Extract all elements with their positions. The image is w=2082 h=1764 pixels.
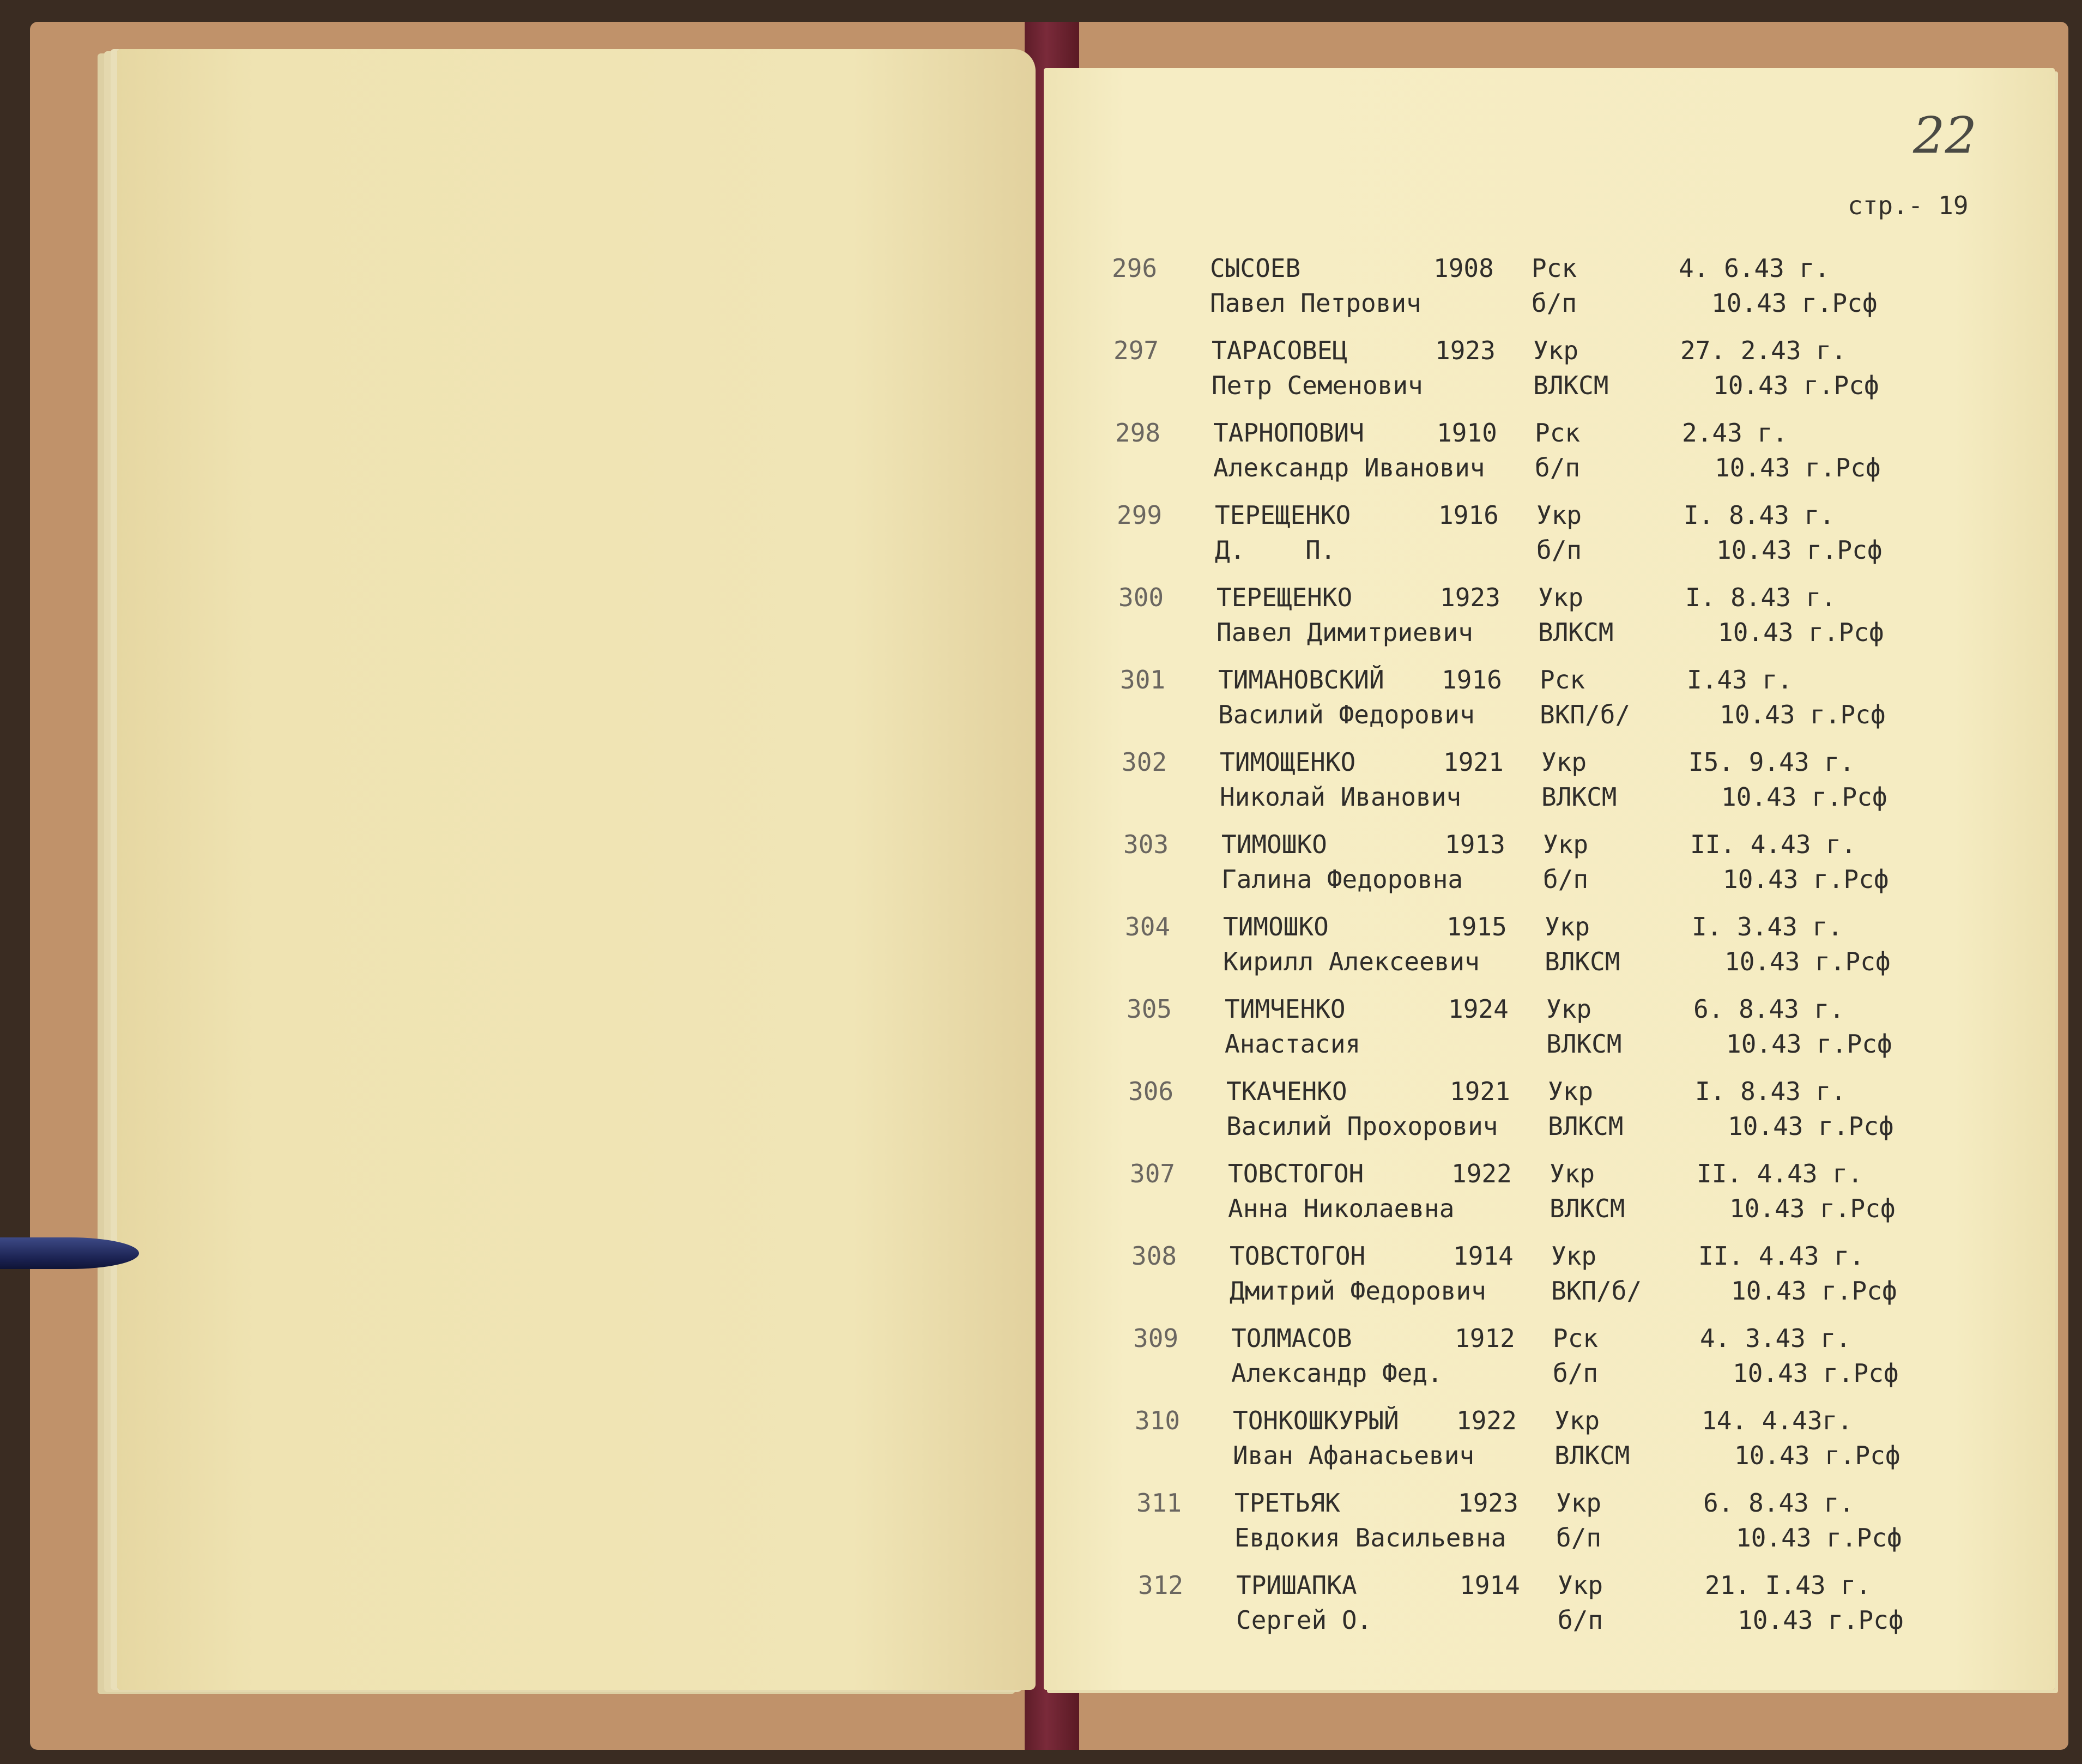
entry-date-sent: 10.43 г.Рсф xyxy=(1736,1523,1902,1552)
entry-party: ВЛКСМ xyxy=(1554,1441,1630,1470)
entry-birth-year: 1916 xyxy=(1442,665,1502,694)
entry-nationality: Укр xyxy=(1546,994,1592,1024)
entry-number: 299 xyxy=(1117,500,1163,530)
entry-birth-year: 1916 xyxy=(1438,500,1499,530)
entry-number: 306 xyxy=(1128,1077,1174,1106)
entry-given-name: Кирилл Алексеевич xyxy=(1223,947,1480,976)
entry-date-sent: 10.43 г.Рсф xyxy=(1711,288,1878,318)
entry-given-name: Галина Федоровна xyxy=(1221,865,1463,894)
entry-date: I.43 г. xyxy=(1687,665,1793,694)
entry-party: б/п xyxy=(1543,865,1589,894)
entry-surname: ТИМОШКО xyxy=(1221,830,1327,859)
entry-date: 6. 8.43 г. xyxy=(1703,1488,1854,1518)
entry-given-name: Сергей О. xyxy=(1236,1605,1372,1635)
entry-date: 21. I.43 г. xyxy=(1705,1570,1871,1600)
entry-birth-year: 1921 xyxy=(1450,1077,1510,1106)
entry-birth-year: 1923 xyxy=(1458,1488,1518,1518)
entry-nationality: Укр xyxy=(1545,912,1590,941)
entry-birth-year: 1912 xyxy=(1455,1324,1515,1353)
entry-number: 297 xyxy=(1113,336,1159,365)
entry-birth-year: 1923 xyxy=(1440,583,1500,612)
entry-date-sent: 10.43 г.Рсф xyxy=(1731,1276,1897,1306)
entry-birth-year: 1923 xyxy=(1435,336,1496,365)
entry-party: ВЛКСМ xyxy=(1546,1029,1622,1059)
entry-surname: ТОНКОШКУРЫЙ xyxy=(1233,1406,1399,1435)
entry-party: б/п xyxy=(1532,288,1577,318)
entry-surname: ТКАЧЕНКО xyxy=(1226,1077,1347,1106)
entry-birth-year: 1910 xyxy=(1437,418,1497,448)
entry-birth-year: 1922 xyxy=(1456,1406,1517,1435)
entry-party: б/п xyxy=(1556,1523,1602,1552)
entry-party: ВКП/б/ xyxy=(1540,700,1631,729)
entry-number: 309 xyxy=(1133,1324,1179,1353)
entry-party: б/п xyxy=(1536,535,1582,565)
entry-party: ВЛКСМ xyxy=(1538,618,1614,647)
entry-party: б/п xyxy=(1553,1358,1599,1388)
entry-number: 300 xyxy=(1118,583,1164,612)
entry-date: 4. 6.43 г. xyxy=(1679,253,1830,283)
entry-nationality: Укр xyxy=(1556,1488,1602,1518)
entry-birth-year: 1914 xyxy=(1460,1570,1520,1600)
entry-surname: ТАРАСОВЕЦ xyxy=(1212,336,1348,365)
entry-number: 301 xyxy=(1120,665,1166,694)
entry-number: 302 xyxy=(1122,747,1167,777)
entry-party: ВЛКСМ xyxy=(1548,1111,1624,1141)
entry-surname: ТРИШАПКА xyxy=(1236,1570,1357,1600)
entry-nationality: Рск xyxy=(1553,1324,1599,1353)
entry-given-name: Василий Прохорович xyxy=(1226,1111,1498,1141)
entry-date: 2.43 г. xyxy=(1682,418,1788,448)
entry-given-name: Евдокия Васильевна xyxy=(1234,1523,1506,1552)
entry-number: 312 xyxy=(1138,1570,1184,1600)
entry-date-sent: 10.43 г.Рсф xyxy=(1713,371,1879,400)
entry-nationality: Укр xyxy=(1543,830,1589,859)
entry-nationality: Рск xyxy=(1535,418,1581,448)
entry-surname: ТЕРЕЩЕНКО xyxy=(1215,500,1351,530)
entry-given-name: Анна Николаевна xyxy=(1228,1194,1455,1223)
entry-date-sent: 10.43 г.Рсф xyxy=(1734,1441,1901,1470)
entry-date-sent: 10.43 г.Рсф xyxy=(1726,1029,1892,1059)
entry-party: ВЛКСМ xyxy=(1541,782,1617,812)
entry-given-name: Дмитрий Федорович xyxy=(1230,1276,1486,1306)
folio-number: 22 xyxy=(1913,106,1977,165)
entry-surname: ТРЕТЬЯК xyxy=(1234,1488,1340,1518)
entry-date: 6. 8.43 г. xyxy=(1693,994,1844,1024)
entry-surname: ТОЛМАСОВ xyxy=(1231,1324,1352,1353)
entry-surname: ТОВСТОГОН xyxy=(1230,1241,1366,1271)
entry-party: б/п xyxy=(1558,1605,1603,1635)
entry-date-sent: 10.43 г.Рсф xyxy=(1718,618,1884,647)
entry-date-sent: 10.43 г.Рсф xyxy=(1715,453,1881,482)
entry-number: 303 xyxy=(1123,830,1169,859)
entry-nationality: Укр xyxy=(1533,336,1579,365)
entry-date-sent: 10.43 г.Рсф xyxy=(1728,1111,1894,1141)
entry-birth-year: 1922 xyxy=(1451,1159,1512,1188)
entry-given-name: Александр Фед. xyxy=(1231,1358,1443,1388)
entry-given-name: Павел Петрович xyxy=(1210,288,1421,318)
entry-date: I. 8.43 г. xyxy=(1695,1077,1846,1106)
entry-date-sent: 10.43 г.Рсф xyxy=(1724,947,1891,976)
entry-given-name: Николай Иванович xyxy=(1220,782,1462,812)
entry-nationality: Укр xyxy=(1550,1159,1595,1188)
entry-given-name: Александр Иванович xyxy=(1213,453,1485,482)
entry-date-sent: 10.43 г.Рсф xyxy=(1720,700,1886,729)
entry-nationality: Укр xyxy=(1548,1077,1594,1106)
entry-birth-year: 1914 xyxy=(1453,1241,1514,1271)
entry-date: 27. 2.43 г. xyxy=(1680,336,1847,365)
entry-number: 304 xyxy=(1125,912,1171,941)
entry-nationality: Укр xyxy=(1541,747,1587,777)
entry-birth-year: 1915 xyxy=(1446,912,1507,941)
entry-surname: ТОВСТОГОН xyxy=(1228,1159,1364,1188)
entry-surname: ТИМАНОВСКИЙ xyxy=(1218,665,1384,694)
entry-birth-year: 1924 xyxy=(1448,994,1509,1024)
entry-nationality: Укр xyxy=(1538,583,1584,612)
entry-date: 14. 4.43г. xyxy=(1702,1406,1853,1435)
entry-surname: ТИМЧЕНКО xyxy=(1225,994,1346,1024)
entry-number: 305 xyxy=(1127,994,1172,1024)
entry-number: 296 xyxy=(1112,253,1158,283)
entry-nationality: Укр xyxy=(1536,500,1582,530)
entry-party: б/п xyxy=(1535,453,1581,482)
entry-date: II. 4.43 г. xyxy=(1690,830,1856,859)
entry-surname: ТИМОЩЕНКО xyxy=(1220,747,1356,777)
entry-date: I. 3.43 г. xyxy=(1692,912,1843,941)
entry-date-sent: 10.43 г.Рсф xyxy=(1738,1605,1904,1635)
entry-date: I5. 9.43 г. xyxy=(1688,747,1855,777)
entry-birth-year: 1913 xyxy=(1445,830,1505,859)
entry-party: ВЛКСМ xyxy=(1533,371,1609,400)
entry-given-name: Павел Димитриевич xyxy=(1216,618,1473,647)
entry-given-name: Василий Федорович xyxy=(1218,700,1475,729)
entry-date-sent: 10.43 г.Рсф xyxy=(1721,782,1887,812)
entry-nationality: Рск xyxy=(1540,665,1585,694)
entry-birth-year: 1921 xyxy=(1443,747,1504,777)
entry-nationality: Укр xyxy=(1554,1406,1600,1435)
entry-number: 298 xyxy=(1115,418,1161,448)
pen xyxy=(0,1237,139,1269)
entry-date: I. 8.43 г. xyxy=(1685,583,1836,612)
entry-date-sent: 10.43 г.Рсф xyxy=(1729,1194,1896,1223)
entry-date-sent: 10.43 г.Рсф xyxy=(1733,1358,1899,1388)
entry-given-name: Петр Семенович xyxy=(1212,371,1423,400)
entry-surname: ТИМОШКО xyxy=(1223,912,1329,941)
entry-number: 307 xyxy=(1130,1159,1176,1188)
entry-date: II. 4.43 г. xyxy=(1698,1241,1865,1271)
entry-party: ВЛКСМ xyxy=(1550,1194,1625,1223)
entry-given-name: Анастасия xyxy=(1225,1029,1361,1059)
entry-number: 308 xyxy=(1131,1241,1177,1271)
entry-surname: ТАРНОПОВИЧ xyxy=(1213,418,1364,448)
entry-party: ВКП/б/ xyxy=(1551,1276,1642,1306)
entry-given-name: Д. П. xyxy=(1215,535,1336,565)
entry-number: 310 xyxy=(1135,1406,1181,1435)
entry-given-name: Иван Афанасьевич xyxy=(1233,1441,1475,1470)
entry-nationality: Укр xyxy=(1558,1570,1603,1600)
page-label: стр.- 19 xyxy=(1848,191,1969,220)
entry-date-sent: 10.43 г.Рсф xyxy=(1716,535,1883,565)
entry-nationality: Укр xyxy=(1551,1241,1597,1271)
left-page-blank xyxy=(117,49,1036,1690)
entry-nationality: Рск xyxy=(1532,253,1577,283)
entry-date-sent: 10.43 г.Рсф xyxy=(1723,865,1889,894)
entry-surname: СЫСОЕВ xyxy=(1210,253,1301,283)
entry-date: I. 8.43 г. xyxy=(1684,500,1835,530)
entry-party: ВЛКСМ xyxy=(1545,947,1620,976)
entry-birth-year: 1908 xyxy=(1433,253,1494,283)
entry-date: 4. 3.43 г. xyxy=(1700,1324,1851,1353)
entry-date: II. 4.43 г. xyxy=(1697,1159,1863,1188)
entry-surname: ТЕРЕЩЕНКО xyxy=(1216,583,1353,612)
entry-number: 311 xyxy=(1136,1488,1182,1518)
